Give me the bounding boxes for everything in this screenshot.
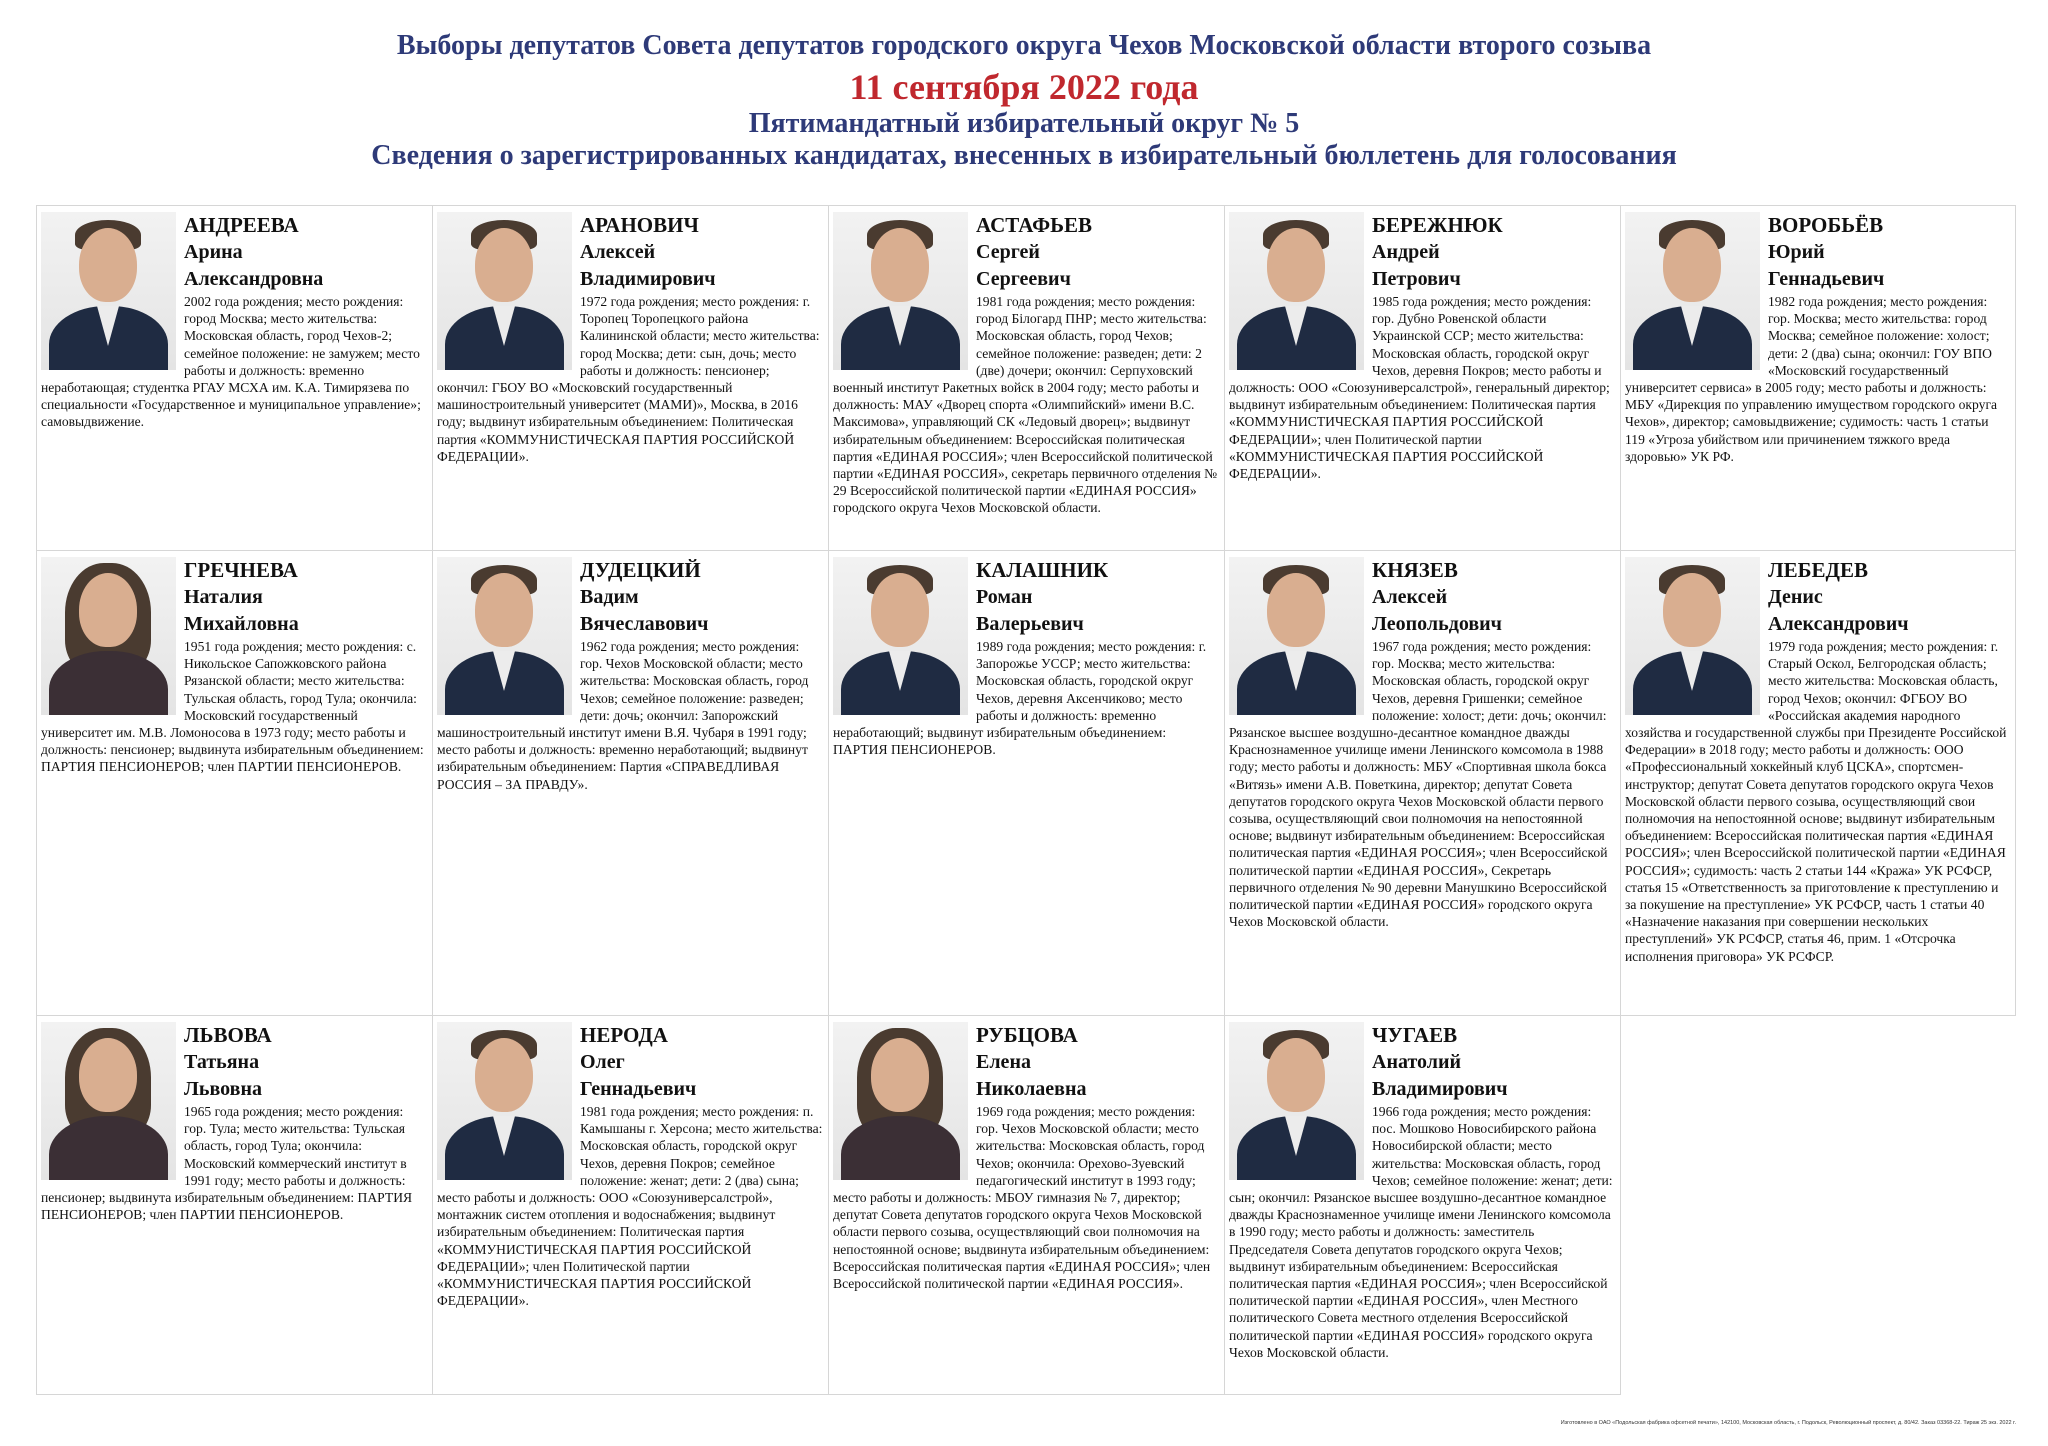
candidate-bio: 1985 года рождения; место рождения: гор. Дубно Ровенской области Украинской ССР; место жительства: Московская область, городской округ Чехов, деревня Покров; место работы и должность: ООО «Союзуниверсалстрой», генеральный директор; выдвинут избирательным объединением: Политическая партия «КОММУНИСТИЧЕСКАЯ ПАРТИЯ РОССИЙСКОЙ ФЕДЕРАЦИИ»; член Политической партии «КОММУНИСТИЧЕСКАЯ ПАРТИЯ РОССИЙСКОЙ ФЕДЕРАЦИИ». (1229, 294, 1610, 482)
candidate-first-name: Анатолий (1372, 1051, 1462, 1073)
poster-header (0, 28, 2048, 172)
candidate-surname: ДУДЕЦКИЙ (580, 558, 701, 582)
candidate-patronymic: Геннадьевич (580, 1078, 697, 1100)
candidate-first-name: Елена (976, 1051, 1031, 1073)
candidate-first-name: Алексей (580, 241, 656, 263)
candidate-photo (1229, 212, 1364, 370)
candidate-bio: 1979 года рождения; место рождения: г. Старый Оскол, Белгородская область; место жительства: Московская область, город Чехов; окончил: ФГБОУ ВО «Российская академия народного хозяйства и государственной службы при Президенте Российской Федерации» в 2018 году; место работы и должность: ООО «Профессиональный хоккейный клуб ЦСКА», спортсмен-инструктор; депутат Совета депутатов городского округа Чехов Московской области первого созыва, осуществляющий свои полномочия на непостоянной основе; выдвинут избирательным объединением: Всероссийская политическая партия «ЕДИНАЯ РОССИЯ»; член Всероссийской политической партии «ЕДИНАЯ РОССИЯ»; судимость: часть 2 статьи 144 «Кража» УК РСФСР, статья 15 «Ответственность за приготовление к преступлению и за покушение на преступление» УК РСФСР, часть 1 статьи 40 «Назначение наказания при совершении нескольких преступлений» УК РСФСР, статья 46, прим. 1 «Отсрочка исполнения приговора» УК РСФСР. (1625, 639, 2007, 964)
candidate-first-name: Юрий (1768, 241, 1825, 263)
candidate-card (432, 1015, 828, 1395)
candidate-card (1620, 550, 2016, 1015)
election-date: 11 сентября 2022 года (849, 67, 1199, 107)
election-title: Выборы депутатов Совета депутатов городского округа Чехов Московской области второго созыва (396, 30, 1652, 61)
candidate-surname: ГРЕЧНЕВА (184, 558, 298, 582)
candidate-photo (1625, 212, 1760, 370)
candidate-photo (41, 557, 176, 715)
candidate-card (432, 205, 828, 550)
candidate-first-name: Алексей (1372, 586, 1448, 608)
candidate-surname: ЛЕБЕДЕВ (1768, 558, 1869, 582)
candidate-patronymic: Сергеевич (976, 268, 1071, 290)
candidate-surname: НЕРОДА (580, 1023, 668, 1047)
candidate-bio: 2002 года рождения; место рождения: город Москва; место жительства: Московская область, город Чехов-2; семейное положение: не замужем; место работы и должность: временно неработающая; студентка РГАУ МСХА им. К.А. Тимирязева по специальности «Государственное и муниципальное управление»; самовыдвижение. (41, 294, 421, 430)
candidate-bio: 1966 года рождения; место рождения: пос. Мошково Новосибирского района Новосибирской области; место жительства: Московская область, город Чехов; семейное положение: женат; дети: сын; окончил: Рязанское высшее воздушно-десантное командное дважды Краснознаменное училище имени Ленинского комсомола в 1990 году; место работы и должность: заместитель Председателя Совета депутатов городского округа Чехов; выдвинут избирательным объединением: Всероссийская политическая партия «ЕДИНАЯ РОССИЯ»; член Всероссийской политической партии «ЕДИНАЯ РОССИЯ», член Местного политического Совета местного отделения Всероссийской политической партии «ЕДИНАЯ РОССИЯ» городского округа Чехов Московской области. (1229, 1104, 1613, 1360)
candidate-first-name: Вадим (580, 586, 639, 608)
candidate-first-name: Сергей (976, 241, 1040, 263)
candidate-bio: 1972 года рождения; место рождения: г. Торопец Торопецкого района Калининской области; место жительства: город Москва; дети: сын, дочь; место работы и должность: пенсионер; окончил: ГБОУ ВО «Московский государственный машиностроительный университет (МАМИ)», Москва, в 2016 году; выдвинут избирательным объединением: Политическая партия «КОММУНИСТИЧЕСКАЯ ПАРТИЯ РОССИЙСКОЙ ФЕДЕРАЦИИ». (437, 294, 820, 464)
candidates-grid (36, 205, 2016, 1395)
candidate-first-name: Денис (1768, 586, 1823, 608)
candidate-card (828, 550, 1224, 1015)
candidate-patronymic: Геннадьевич (1768, 268, 1885, 290)
candidate-bio: 1962 года рождения; место рождения: гор. Чехов Московской области; место жительства: Московская область, город Чехов; семейное положение: разведен; дети: дочь; окончил: Запорожский машиностроительный институт имени В.Я. Чубаря в 1991 году; место работы и должность: временно неработающий; выдвинут избирательным объединением: Партия «СПРАВЕДЛИВАЯ РОССИЯ – ЗА ПРАВДУ». (437, 639, 809, 792)
candidate-card (1620, 205, 2016, 550)
candidate-bio: 1965 года рождения; место рождения: гор. Тула; место жительства: Тульская область, город Тула; окончила: Московский коммерческий институт в 1991 году; место работы и должность: пенсионер; выдвинута избирательным объединением: ПАРТИЯ ПЕНСИОНЕРОВ; член ПАРТИИ ПЕНСИОНЕРОВ. (41, 1104, 413, 1223)
candidate-bio: 1969 года рождения; место рождения: гор. Чехов Московской области; место жительства: Московская область, город Чехов; окончила: Орехово-Зуевский педагогический институт в 1993 году; место работы и должность: МБОУ гимназия № 7, директор; депутат Совета депутатов городского округа Чехов Московской области первого созыва, осуществляющий свои полномочия на непостоянной основе; выдвинута избирательным объединением: Всероссийская политическая партия «ЕДИНАЯ РОССИЯ»; член Всероссийской политической партии «ЕДИНАЯ РОССИЯ». (833, 1104, 1211, 1292)
candidate-card (828, 1015, 1224, 1395)
candidate-bio: 1981 года рождения; место рождения: город Бiлогард ПНР; место жительства: Московская область, город Чехов; семейное положение: разведен; дети: 2 (две) дочери; окончил: Серпуховский военный институт Ракетных войск в 2004 году; место работы и должность: МАУ «Дворец спорта «Олимпийский» имени В.С. Максимова», управляющий СК «Ледовый дворец»; выдвинут избирательным объединением: Всероссийская политическая партия «ЕДИНАЯ РОССИЯ»; член Всероссийской политической партии «ЕДИНАЯ РОССИЯ», секретарь первичного отделения № 29 Всероссийской политической партии «ЕДИНАЯ РОССИЯ» городского округа Чехов Московской области. (833, 294, 1218, 516)
candidate-first-name: Наталия (184, 586, 263, 608)
candidate-surname: ЛЬВОВА (184, 1023, 272, 1047)
candidate-photo (41, 1022, 176, 1180)
candidate-patronymic: Петрович (1372, 268, 1461, 290)
candidate-photo (833, 1022, 968, 1180)
candidate-first-name: Олег (580, 1051, 625, 1073)
candidate-card (1224, 550, 1620, 1015)
candidate-patronymic: Валерьевич (976, 613, 1084, 635)
candidate-patronymic: Владимирович (1372, 1078, 1508, 1100)
candidate-first-name: Татьяна (184, 1051, 260, 1073)
candidate-photo (833, 212, 968, 370)
candidate-first-name: Андрей (1372, 241, 1440, 263)
candidate-patronymic: Львовна (184, 1078, 262, 1100)
candidate-bio: 1989 года рождения; место рождения: г. Запорожье УССР; место жительства: Московская область, городской округ Чехов, деревня Аксенчиково; место работы и должность: временно неработающий; выдвинут избирательным объединением: ПАРТИЯ ПЕНСИОНЕРОВ. (833, 639, 1207, 758)
candidate-card (36, 205, 432, 550)
candidate-photo (1229, 557, 1364, 715)
candidate-photo (41, 212, 176, 370)
candidate-patronymic: Леопольдович (1372, 613, 1502, 635)
candidate-photo (1229, 1022, 1364, 1180)
candidates-subtitle: Сведения о зарегистрированных кандидатах, внесенных в избирательный бюллетень для голосования (371, 140, 1677, 171)
district-title: Пятимандатный избирательный округ № 5 (748, 108, 1300, 139)
candidate-bio: 1951 года рождения; место рождения: с. Никольское Сапожковского района Рязанской области; место жительства: Тульская область, город Тула; окончила: Московский государственный университет им. М.В. Ломоносова в 1973 году; место работы и должность: пенсионер; выдвинута избирательным объединением: ПАРТИЯ ПЕНСИОНЕРОВ; член ПАРТИИ ПЕНСИОНЕРОВ. (41, 639, 424, 775)
candidate-photo (1625, 557, 1760, 715)
candidate-patronymic: Вячеславович (580, 613, 709, 635)
print-imprint: Изготовлено в ОАО «Подольская фабрика офсетной печати», 142100, Московская область, г. Подольск, Революционный проспект, д. 80/42. Заказ 03368-22. Тираж 25 экз. 2022 г. (1560, 1420, 2016, 1426)
candidate-patronymic: Владимирович (580, 268, 716, 290)
candidate-card (432, 550, 828, 1015)
candidate-photo (833, 557, 968, 715)
candidate-card (36, 1015, 432, 1395)
candidate-card (1224, 205, 1620, 550)
candidate-surname: АСТАФЬЕВ (976, 213, 1093, 237)
candidate-card (1224, 1015, 1620, 1395)
candidate-first-name: Роман (976, 586, 1033, 608)
candidate-surname: АНДРЕЕВА (184, 213, 299, 237)
candidate-patronymic: Николаевна (976, 1078, 1087, 1100)
candidate-first-name: Арина (184, 241, 243, 263)
candidate-patronymic: Михайловна (184, 613, 299, 635)
candidate-surname: ВОРОБЬЁВ (1768, 213, 1884, 237)
candidate-surname: КНЯЗЕВ (1372, 558, 1458, 582)
candidate-bio: 1982 года рождения; место рождения: гор. Москва; место жительства: город Москва; семейное положение: холост; дети: 2 (два) сына; окончил: ГОУ ВПО «Московский государственный университет сервиса» в 2005 году; место работы и должность: МБУ «Дирекция по управлению имуществом городского округа Чехов», директор; самовыдвижение; судимость: часть 1 статьи 119 «Угроза убийством или причинением тяжкого вреда здоровью» УК РФ. (1625, 294, 1998, 464)
candidate-card (36, 550, 432, 1015)
candidate-patronymic: Александрович (1768, 613, 1909, 635)
candidate-surname: АРАНОВИЧ (580, 213, 699, 237)
candidate-photo (437, 212, 572, 370)
candidate-photo (437, 557, 572, 715)
candidate-bio: 1981 года рождения; место рождения: п. Камышаны г. Херсона; место жительства: Московская область, городской округ Чехов, деревня Покров; семейное положение: женат; дети: 2 (два) сына; место работы и должность: ООО «Союзуниверсалстрой», монтажник систем отопления и водоснабжения; выдвинут избирательным объединением: Политическая партия «КОММУНИСТИЧЕСКАЯ ПАРТИЯ РОССИЙСКОЙ ФЕДЕРАЦИИ»; член Политической партии «КОММУНИСТИЧЕСКАЯ ПАРТИЯ РОССИЙСКОЙ ФЕДЕРАЦИИ». (437, 1104, 823, 1309)
candidate-photo (437, 1022, 572, 1180)
empty-cell (1620, 1015, 2016, 1395)
candidate-surname: ЧУГАЕВ (1372, 1023, 1458, 1047)
candidate-bio: 1967 года рождения; место рождения: гор. Москва; место жительства: Московская область, городской округ Чехов, деревня Гришенки; семейное положение: холост; дети: дочь; окончил: Рязанское высшее воздушно-десантное командное дважды Краснознаменное училище имени Ленинского комсомола в 1988 году; место работы и должность: МБУ «Спортивная школа бокса «Витязь» имени А.В. Поветкина, директор; депутат Совета депутатов городского округа Чехов Московской области первого созыва, осуществляющий свои полномочия на непостоянной основе; выдвинут избирательным объединением: Всероссийская политическая партия «ЕДИНАЯ РОССИЯ»; член Всероссийской политической партии «ЕДИНАЯ РОССИЯ», Секретарь первичного отделения № 90 деревни Манушкино Всероссийской политической партии «ЕДИНАЯ РОССИЯ» городского округа Чехов Московской области. (1229, 639, 1608, 930)
candidate-surname: РУБЦОВА (976, 1023, 1078, 1047)
candidate-surname: КАЛАШНИК (976, 558, 1109, 582)
candidate-surname: БЕРЕЖНЮК (1372, 213, 1503, 237)
candidate-patronymic: Александровна (184, 268, 324, 290)
candidate-card (828, 205, 1224, 550)
